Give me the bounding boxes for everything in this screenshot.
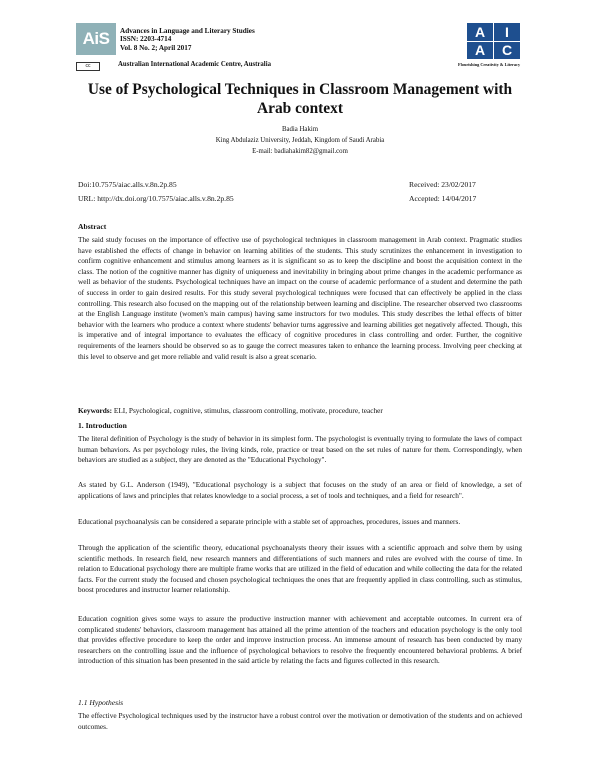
journal-volume: Vol. 8 No. 2; April 2017 [120,43,192,52]
author-affiliation: King Abdulaziz University, Jeddah, Kingdom of Saudi Arabia [215,137,385,144]
paragraph: The literal definition of Psychology is the study of behavior in its simplest form. The psychologist is eventually trying to formulate the laws of compact human behaviors. As per psychology rules, the living kinds, role, practice or treat based on the set rules of nature for them. Correspondingly, when behaviors are studied as a subject, they are denoted as the "Educational Psychology". [78,434,522,465]
abstract-text: The said study focuses on the importance of effective use of psychological techniques in classroom management in Arab context. Pragmatic studies have established the effects of change in behavior on learning abilities of the students. This study scrutinizes the enhancement in investigation to confirm cognitive enhancement and stimulus among learners as it is significant so as to keep the discipline and boost the acquisition context in the class. The notion of the cognitive manner has dignity of uniqueness and inevitability in bringing about prime changes in the academic performance as well as behavior of the students. Psychological techniques have an impact on the course of academic performance of a student and determine the path of success in order to gain desired results. For this study several psychological techniques were focused that can effectively be applied in the class controlling. This research also focused on the mapping out of the relationship between learning and discipline. The researcher observed two classrooms at the English Language institute (women's main campus) having same instructors for two modules. This study describes the lethal effects of bitter behavior with the learners who produce a context where students' behavior turns aggressive and learning abilities get negatively affected. Though, this is imperative and of integral importance to evaluates the efficacy of cognitive procedures in class controlling and order. Further, the cognitive requirements of the learners should be observed so as to gauge the correct measures taken to enhance the learning process. Involving peer checking at this level to observe and get more reliable and valid result is also a great scenario. [78,235,522,361]
author-email[interactable]: E-mail: badiahakim82@gmail.com [252,148,348,155]
paragraph: Educational psychoanalysis can be considered a separate principle with a stable set of approaches, procedures, issues and manners. [78,517,461,526]
title-line: Arab context [257,100,343,117]
keywords-label: Keywords: [78,406,113,415]
paragraph: As stated by G.L. Anderson (1949), "Educational psychology is a subject that focuses on the study of an area or field of knowledge, a set of applications of laws and principles that relates knowledge to a social process, a set of tools and techniques, and a field for research". [78,480,522,500]
publisher-tagline: Flourishing Creativity & Literacy [458,62,521,67]
logo-letter: A [467,23,493,41]
journal-name: Advances in Language and Literary Studies [120,27,255,35]
keywords [78,406,522,417]
section-heading: 1. Introduction [78,421,127,430]
received-date: Received: 23/02/2017 [409,180,476,189]
keywords-text: ELI, Psychological, cognitive, stimulus, classroom controlling, motivate, procedure, teacher [113,406,383,415]
logo-letter: C [494,42,520,60]
paper-title [60,80,540,118]
logo-letter: I [494,23,520,41]
paragraph: Through the application of the scientific theory, educational psychoanalysts theory their issues with a scientific approach and solve them by using scientific methods. In research field, new research manners and differentiations of such manners and rules are evolved with the course of time. In relation to Educational psychology there are multiple frame works that are utilized in the field of education and while collecting the data for the related facts. For the current study the focused and chosen psychological techniques the ones that are frequently applied in class controlling, such as stimulus, boost procedures and instructor learner relationship. [78,543,522,595]
logo-letter: A [467,42,493,60]
author-name: Badia Hakim [281,126,319,133]
paragraph: The effective Psychological techniques used by the instructor have a robust control over the motivation or demotivation of the students and on achieved outcomes. [78,711,522,731]
accepted-date: Accepted: 14/04/2017 [409,194,477,203]
journal-issn: ISSN: 2203-4714 [120,35,172,44]
title-line: Use of Psychological Techniques in Classroom Management with [87,81,513,98]
subsection-heading: 1.1 Hypothesis [78,698,124,707]
doi-url[interactable]: URL: http://dx.doi.org/10.7575/aiac.alls.v.8n.2p.85 [78,194,234,203]
journal-info [120,27,255,52]
publisher-logo [467,23,520,59]
doi[interactable]: Doi:10.7575/aiac.alls.v.8n.2p.85 [78,180,177,189]
paragraph: Education cognition gives some ways to assure the productive instruction manner with achievement and acceptable outcomes. In current era of complicated students' behaviors, classroom management has attained all the prime attention of the teachers and education psychology is the only tool that provides effective procedure to keep the order and improve instruction process. An immense amount of research has been conducted by many researchers on the controlling issue and the influence of psychological behaviors to resolve the frequently encountered behavioral problems. A brief introduction of this situation has been presented in the said article by relating the facts and figures collected in this research. [78,614,522,666]
journal-logo: AiS [76,23,116,55]
publisher-name: Australian International Academic Centre, Australia [118,61,271,68]
abstract-heading: Abstract [78,222,107,231]
license-icon: cc [76,62,100,71]
